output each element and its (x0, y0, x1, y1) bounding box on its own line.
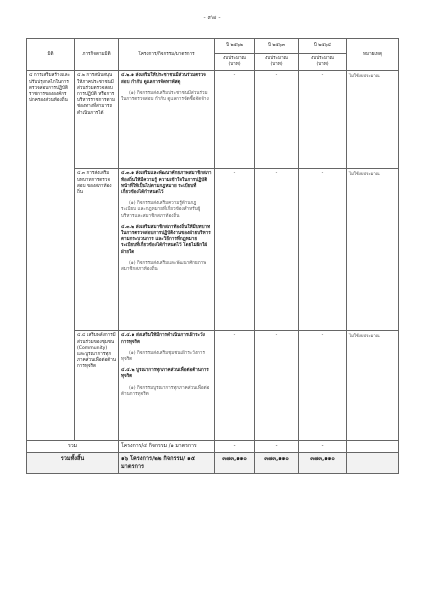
grand-total-budget-1: ๓๗๓,๑๑๐ (215, 453, 255, 474)
project-title: ๔.๔.๒ บูรณาการทุกภาคส่วนเพื่อต่อต้านการทุจริต (121, 368, 209, 380)
header-year-2: ปี ๒๕๖๓ (255, 39, 299, 54)
note-cell: ไม่ใช้งบประมาณ (347, 331, 399, 441)
header-year-1: ปี ๒๕๖๒ (215, 39, 255, 54)
budget-1: - (215, 331, 255, 441)
table-row (27, 71, 399, 169)
dimension-cell: ๔ การเสริมสร้างและปรับปรุงกลไกในการตรวจสอบการปฏิบัติราชการขององค์กรปกครองส่วนท้องถิ่น (27, 71, 75, 441)
table-row (27, 169, 399, 331)
project-title: ๔.๒.๑ ส่งเสริมให้ประชาชนมีส่วนร่วมตรวจสอบ กำกับ ดูแลการจัดหาพัสดุ (121, 73, 206, 85)
total-project: โครงการ/๔ กิจกรรม /๑ มาตรการ (119, 441, 215, 453)
project-sub: (๑) กิจกรรมส่งเสริมและพัฒนาศักยภาพสมาชิกสภาท้องถิ่น (121, 260, 207, 273)
header-dimension: มิติ (27, 39, 75, 71)
header-mission: ภารกิจตามมิติ (75, 39, 119, 71)
grand-total-budget-3: ๓๗๓,๑๑๐ (299, 453, 347, 474)
project-title: ๔.๓.๒ ส่งเสริมสมาชิกสภาท้องถิ่นให้มีบทบาทในการตรวจสอบการปฏิบัติงานของฝ่ายบริหารตามกระบวนการ และวิธีการที่กฎหมาย ระเบียบที่เกี่ยวข้องได้กำหนดไว้ โดยไม่ฝักใฝ่ฝ่ายใด (121, 224, 211, 255)
header-budget-2: งบประมาณ (บาท) (255, 54, 299, 71)
mission-cell: ๔.๔ เสริมพลังการมีส่วนร่วมของชุมชน (Community) และบูรณาการทุกภาคส่วนเพื่อต่อต้านการทุจริต (75, 331, 119, 441)
budget-2: - (255, 331, 299, 441)
project-title: ๔.๔.๑ ส่งเสริมให้มีการดำเนินการเฝ้าระวังการทุจริต (121, 333, 205, 345)
budget-3: - (299, 71, 347, 169)
project-sub: (๑) กิจกรรมส่งเสริมความรู้ด้านกฎ ระเบียบ และกฎหมายที่เกี่ยวข้องสำหรับผู้บริหารและสมาชิกสภาท้องถิ่น (121, 201, 201, 219)
note-cell: ไม่ใช้งบประมาณ (347, 71, 399, 169)
table-row (27, 331, 399, 441)
budget-2: - (255, 71, 299, 169)
grand-total-note (347, 453, 399, 474)
project-sub: (๑) กิจกรรมส่งเสริมชุมชนเฝ้าระวังการทุจริต (121, 350, 205, 363)
header-project: โครงการ/กิจกรรม/มาตรการ (119, 39, 215, 71)
grand-total-label: รวมทั้งสิ้น (27, 453, 119, 474)
header-budget-3: งบประมาณ (บาท) (299, 54, 347, 71)
project-cell (119, 331, 215, 441)
budget-1: - (215, 169, 255, 331)
project-cell (119, 169, 215, 331)
total-budget-2: - (255, 441, 299, 453)
header-year-3: ปี ๒๕๖๔ (299, 39, 347, 54)
page-number: - ๙๗ - (203, 14, 221, 21)
total-budget-3: - (299, 441, 347, 453)
header-note: หมายเหตุ (347, 39, 399, 71)
total-row (27, 441, 399, 453)
budget-2: - (255, 169, 299, 331)
budget-1: - (215, 71, 255, 169)
grand-total-row (27, 453, 399, 474)
project-title: ๔.๓.๑ ส่งเสริมและพัฒนาศักยภาพสมาชิกสภาท้องถิ่นให้มีความรู้ ความเข้าใจในการปฏิบัติหน้าที่ให้เป็นไปตามกฎหมาย ระเบียบที่เกี่ยวข้องได้กำหนดไว้ (121, 171, 212, 196)
total-budget-1: - (215, 441, 255, 453)
header-row (27, 39, 399, 54)
project-sub: (๑) กิจกรรมบูรณาการทุกภาคส่วนเพื่อต่อต้านการทุจริต (121, 385, 210, 397)
project-cell (119, 71, 215, 169)
grand-total-budget-2: ๓๗๓,๑๑๐ (255, 453, 299, 474)
project-sub: (๑) กิจกรรมส่งเสริมประชาชนมีส่วนร่วมในการตรวจสอบ กำกับ ดูแลการจัดซื้อจัดจ้าง (121, 90, 209, 103)
total-label: รวม (27, 441, 119, 453)
mission-cell: ๔.๒ การสนับสนุนให้ภาคประชาชนมีส่วนร่วมตรวจสอบการปฏิบัติ หรือการบริหารราชการตามช่องทางที่สามารถดำเนินการได้ (75, 71, 119, 169)
header-budget-1: งบประมาณ (บาท) (215, 54, 255, 71)
budget-3: - (299, 331, 347, 441)
plan-table (26, 38, 399, 474)
total-note (347, 441, 399, 453)
budget-3: - (299, 169, 347, 331)
note-cell: ไม่ใช้งบประมาณ (347, 169, 399, 331)
mission-cell: ๔.๓ การส่งเสริมบทบาทการตรวจสอบ ของสภาท้องถิ่น (75, 169, 119, 331)
grand-total-project: ๑๖ โครงการ/๒๒ กิจกรรม/ ๑๕ มาตรการ (119, 453, 215, 474)
